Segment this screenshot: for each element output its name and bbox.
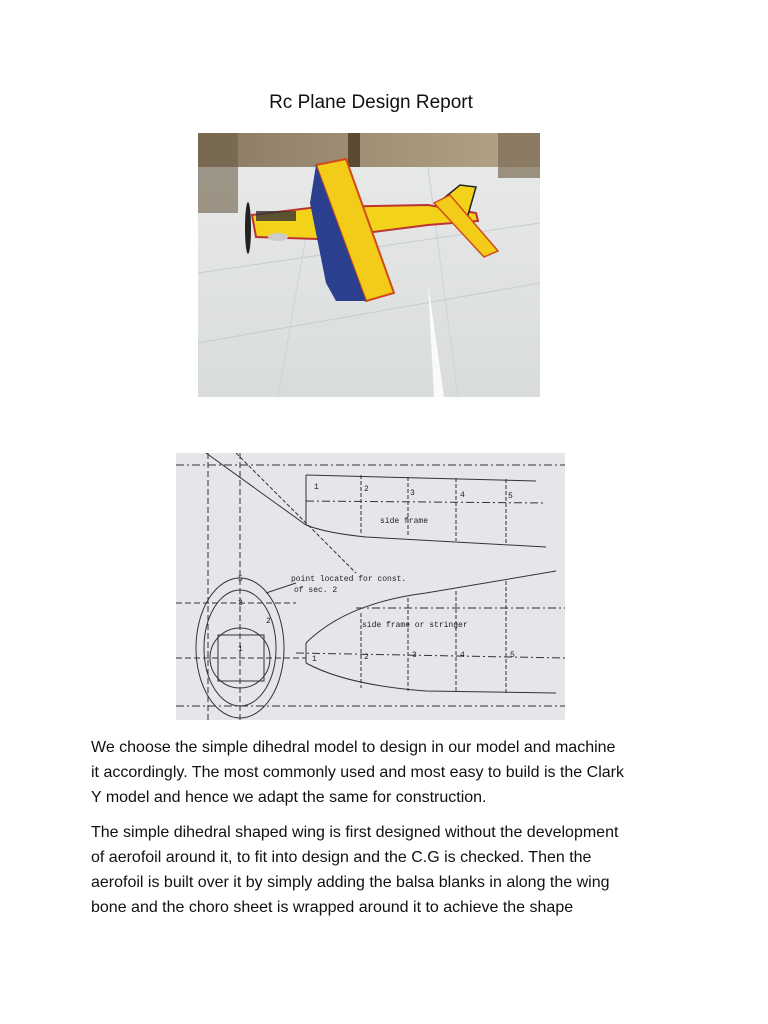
drawing-label: 1 bbox=[314, 483, 319, 492]
drawing-illustration bbox=[176, 453, 565, 720]
paragraph-dihedral-model bbox=[91, 735, 691, 810]
document-title: Rc Plane Design Report bbox=[269, 92, 473, 113]
drawing-label: 3 bbox=[238, 599, 243, 608]
drawing-label: 5 bbox=[510, 651, 515, 660]
drawing-label: 5 bbox=[238, 575, 243, 584]
fuselage-construction-drawing bbox=[176, 453, 565, 720]
drawing-label: of sec. 2 bbox=[294, 586, 338, 595]
drawing-label: 5 bbox=[508, 492, 513, 501]
paragraph-line: aerofoil is built over it by simply adding the balsa blanks in along the wing bbox=[91, 874, 610, 891]
rc-plane-illustration bbox=[198, 133, 540, 397]
paragraph-line: Y model and hence we adapt the same for construction. bbox=[91, 789, 487, 806]
drawing-label: 2 bbox=[364, 485, 369, 494]
drawing-label: side frame or stringer bbox=[362, 621, 468, 630]
rc-plane-photo bbox=[198, 133, 540, 397]
paragraph-line: it accordingly. The most commonly used and most easy to build is the Clark bbox=[91, 764, 624, 781]
drawing-label: 3 bbox=[412, 651, 417, 660]
paragraph-line: We choose the simple dihedral model to design in our model and machine bbox=[91, 739, 616, 756]
paragraph-line: of aerofoil around it, to fit into design and the C.G is checked. Then the bbox=[91, 849, 592, 866]
drawing-label: 1 bbox=[238, 645, 243, 654]
drawing-label: 1 bbox=[312, 655, 317, 664]
drawing-label: 3 bbox=[410, 489, 415, 498]
drawing-label: 4 bbox=[460, 491, 465, 500]
paragraph-line: bone and the choro sheet is wrapped around it to achieve the shape bbox=[91, 899, 574, 916]
drawing-label: 2 bbox=[364, 653, 369, 662]
drawing-label: 4 bbox=[460, 651, 465, 660]
drawing-label: point located for const. bbox=[291, 575, 407, 584]
drawing-label: side frame bbox=[380, 517, 429, 526]
drawing-label: 2 bbox=[266, 617, 271, 626]
paragraph-line: The simple dihedral shaped wing is first designed without the development bbox=[91, 824, 619, 841]
paragraph-wing-construction bbox=[91, 820, 691, 920]
